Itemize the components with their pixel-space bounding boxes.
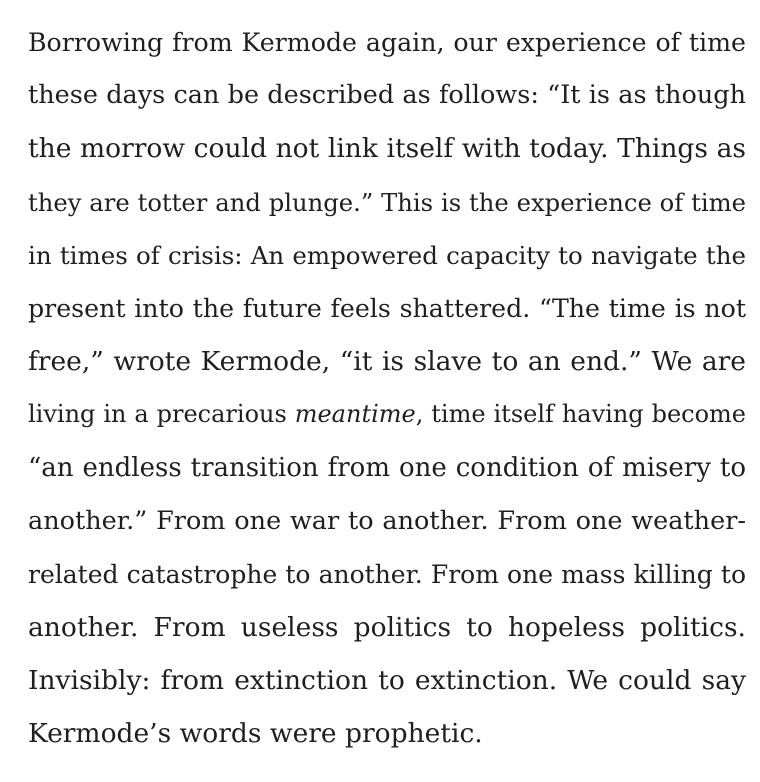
paragraph-line: Borrowing from Kermode again, our experience of time bbox=[28, 28, 746, 57]
paragraph-line: another. From useless politics to hopeless politics. bbox=[28, 612, 746, 644]
paragraph-line: free,” wrote Kermode, “it is slave to an end.” We are bbox=[28, 346, 746, 378]
paragraph-line: the morrow could not link itself with today. Things as bbox=[28, 133, 746, 165]
body-paragraph bbox=[28, 16, 746, 761]
italic-emphasis: meantime bbox=[294, 400, 416, 429]
paragraph-line: “an endless transition from one condition of misery to bbox=[28, 452, 746, 483]
line-text: living in a precarious bbox=[28, 400, 295, 429]
paragraph-line: related catastrophe to another. From one mass killing to bbox=[28, 559, 746, 589]
line-text: , time itself having become bbox=[415, 400, 746, 429]
paragraph-line: Invisibly: from extinction to extinction. We could say bbox=[28, 665, 746, 697]
paragraph-line: another.” From one war to another. From one weather- bbox=[28, 505, 746, 536]
paragraph-line: these days can be described as follows: “It is as though bbox=[28, 80, 746, 111]
paragraph-line: in times of crisis: An empowered capacity to navigate the bbox=[28, 240, 746, 270]
paragraph-line: present into the future feels shattered. “The time is not bbox=[28, 293, 746, 323]
document-page bbox=[28, 16, 746, 761]
paragraph-line bbox=[28, 388, 746, 441]
paragraph-line: Kermode’s words were prophetic. bbox=[28, 718, 483, 750]
paragraph-line: they are totter and plunge.” This is the experience of time bbox=[28, 187, 746, 217]
